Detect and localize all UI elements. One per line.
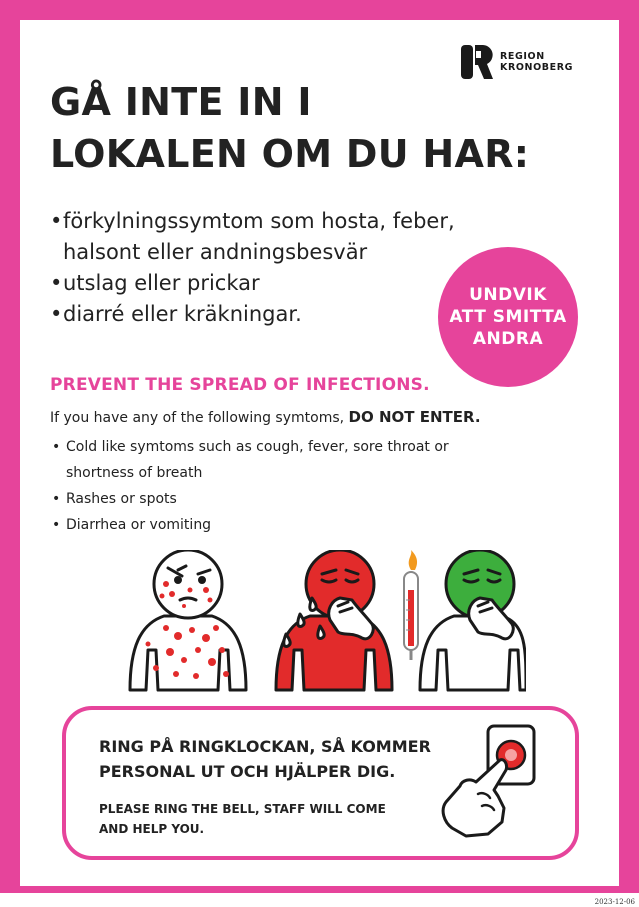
list-item: • diarré eller kräkningar. (50, 299, 470, 330)
bell-en-line-2: AND HELP YOU. (99, 822, 205, 836)
doorbell-press-icon (436, 722, 556, 842)
nausea-person-icon (420, 550, 526, 690)
title-line-2: LOKALEN OM DU HAR: (50, 132, 530, 176)
logo-line-2: KRONOBERG (500, 62, 574, 73)
english-heading: PREVENT THE SPREAD OF INFECTIONS. (50, 375, 430, 395)
bell-en-line-1: PLEASE RING THE BELL, STAFF WILL COME (99, 802, 386, 816)
english-symptom-list (50, 434, 500, 538)
doorbell-swedish (99, 734, 479, 784)
title-line-1: GÅ INTE IN I (50, 80, 312, 124)
list-item: • Diarrhea or vomiting (50, 512, 500, 538)
do-not-enter-text: DO NOT ENTER. (348, 408, 481, 426)
rash-person-icon (130, 550, 246, 690)
warning-badge (438, 247, 578, 387)
print-date: 2023-12-06 (594, 898, 635, 906)
thermometer-icon (404, 550, 418, 660)
list-item: • Rashes or spots (50, 486, 500, 512)
doorbell-english (99, 799, 419, 839)
list-item: • utslag eller prickar (50, 268, 470, 299)
badge-line-1: UNDVIK (469, 285, 547, 305)
doorbell-notice (62, 706, 579, 860)
list-item: • förkylningssymtom som hosta, feber, halsont eller andningsbesvär (50, 206, 470, 268)
symptom-illustrations (126, 550, 526, 695)
bell-sv-line-2: PERSONAL UT OCH HJÄLPER DIG. (99, 762, 396, 781)
swedish-symptom-list (50, 206, 470, 330)
badge-line-2: ATT SMITTA (449, 307, 567, 327)
page-title (50, 76, 529, 180)
region-logo (460, 44, 573, 80)
list-item: • Cold like symtoms such as cough, fever, sore throat or shortness of breath (50, 434, 500, 486)
logo-line-1: REGION (500, 51, 545, 62)
intro-text: If you have any of the following symtoms, (50, 410, 345, 426)
bell-sv-line-1: RING PÅ RINGKLOCKAN, SÅ KOMMER (99, 737, 431, 756)
region-kronoberg-icon (460, 44, 494, 80)
english-intro (50, 408, 481, 426)
poster (20, 20, 619, 886)
fever-person-icon (276, 550, 392, 690)
badge-line-3: ANDRA (472, 329, 544, 349)
